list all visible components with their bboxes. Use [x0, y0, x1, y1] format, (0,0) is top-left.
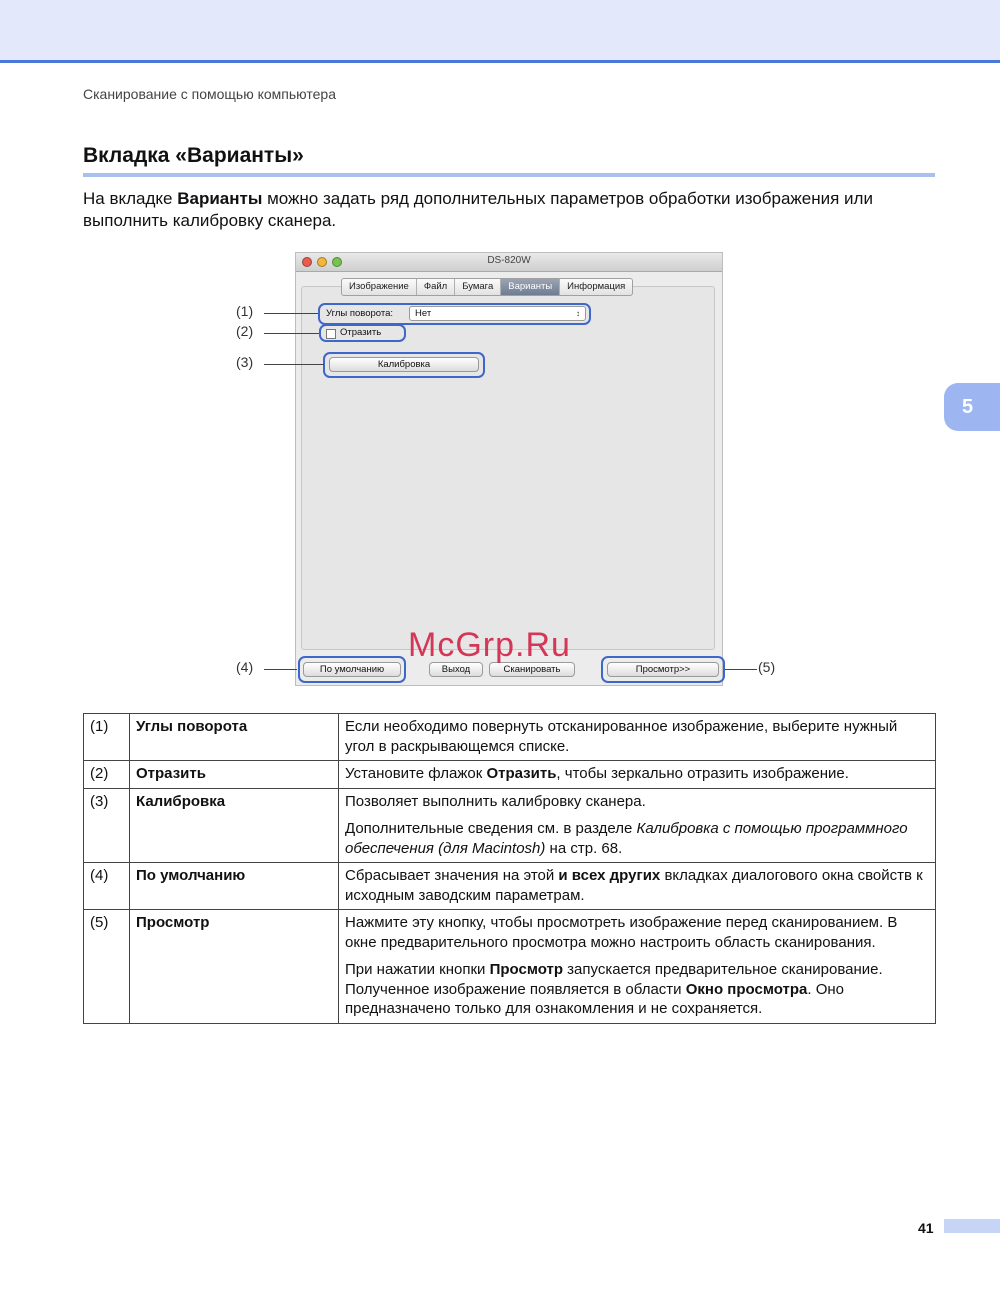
row-description	[339, 761, 936, 789]
description-paragraph	[345, 717, 929, 756]
rotation-label: Углы поворота:	[326, 308, 394, 319]
calibrate-button[interactable]: Калибровка	[329, 357, 479, 372]
text-run: . Оно предназначено только для ознакомления и не сохраняется.	[345, 980, 844, 1017]
callout-5: (5)	[758, 659, 776, 675]
tab-info[interactable]: Информация	[567, 281, 626, 292]
mirror-checkbox[interactable]	[326, 329, 336, 339]
row-description	[339, 788, 936, 863]
table-row	[84, 714, 936, 761]
section-title: Вкладка «Варианты»	[83, 144, 304, 167]
definitions-table	[83, 713, 936, 1024]
row-term: Отразить	[130, 761, 339, 789]
row-term: Калибровка	[130, 788, 339, 863]
text-run: Окно просмотра	[685, 980, 808, 998]
updown-arrows-icon: ↕	[576, 309, 580, 318]
row-description	[339, 714, 936, 761]
callout-3: (3)	[236, 354, 254, 370]
tab-file[interactable]: Файл	[417, 279, 455, 295]
text-run: При нажатии кнопки	[345, 961, 490, 978]
tab-image[interactable]: Изображение	[342, 279, 417, 295]
page-number: 41	[918, 1220, 934, 1236]
description-paragraph	[345, 960, 929, 1019]
window-title: DS-820W	[487, 255, 531, 266]
text-run: , чтобы зеркально отразить изображение.	[556, 765, 849, 782]
text-run: вкладках диалогового окна свойств к исходным заводским параметрам.	[345, 867, 923, 904]
row-number: (3)	[84, 788, 130, 863]
leader-2	[264, 333, 319, 334]
page-number-bar	[944, 1219, 1000, 1233]
table-row	[84, 910, 936, 1024]
text-run: Позволяет выполнить калибровку сканера.	[345, 792, 646, 810]
description-paragraph	[345, 913, 929, 952]
intro-paragraph: На вкладке Варианты можно задать ряд дополнительных параметров обработки изображения или выполнить калибровку сканера.	[83, 189, 873, 230]
running-title: Сканирование с помощью компьютера	[83, 86, 336, 102]
text-run: Просмотр	[489, 961, 564, 978]
row-term: Просмотр	[130, 910, 339, 1024]
default-button[interactable]: По умолчанию	[303, 662, 401, 677]
text-run: запускается предварительное сканирование. Полученное изображение появляется в области	[345, 961, 883, 998]
text-run: Сбрасывает значения на этой	[345, 867, 559, 884]
description-paragraph	[345, 764, 929, 784]
description-paragraph	[345, 792, 929, 812]
description-paragraph	[345, 866, 929, 905]
callout-1: (1)	[236, 303, 254, 319]
rotation-select[interactable]	[409, 306, 586, 321]
leader-5	[725, 669, 757, 670]
row-number: (4)	[84, 863, 130, 910]
text-run: Если необходимо повернуть отсканированное изображение, выберите нужный угол в раскрывающемся списке.	[345, 718, 898, 755]
text-run: на стр. 68.	[545, 839, 623, 857]
text-run: Нажмите эту кнопку, чтобы просмотреть изображение перед сканированием. В окне предварительного просмотра можно настроить область сканирования.	[345, 914, 898, 951]
dialog-window	[295, 252, 723, 686]
row-description	[339, 863, 936, 910]
text-run: и всех других	[558, 867, 661, 884]
mirror-label[interactable]: Отразить	[340, 327, 382, 338]
row-description	[339, 910, 936, 1024]
row-term: По умолчанию	[130, 863, 339, 910]
text-run: Дополнительные сведения см. в разделе	[345, 820, 637, 837]
header-band	[0, 0, 1000, 63]
row-number: (2)	[84, 761, 130, 789]
chapter-tab: 5	[944, 383, 1000, 431]
text-run: Отразить	[486, 765, 557, 782]
callout-2: (2)	[236, 323, 254, 339]
title-underline	[83, 173, 935, 177]
watermark: McGrp.Ru	[408, 626, 571, 664]
leader-3	[264, 364, 324, 365]
window-titlebar	[296, 253, 722, 272]
leader-4	[264, 669, 297, 670]
table-row	[84, 863, 936, 910]
callout-4: (4)	[236, 659, 254, 675]
row-number: (5)	[84, 910, 130, 1024]
exit-button[interactable]: Выход	[429, 662, 483, 677]
scan-button[interactable]: Сканировать	[489, 662, 575, 677]
text-run: Установите флажок	[345, 765, 487, 782]
row-number: (1)	[84, 714, 130, 761]
tab-options[interactable]: Варианты	[501, 279, 560, 295]
preview-button[interactable]: Просмотр>>	[607, 662, 719, 677]
table-row	[84, 788, 936, 863]
row-term: Углы поворота	[130, 714, 339, 761]
rotation-value: Нет	[415, 308, 432, 319]
text-run: Калибровка с помощью программного обеспечения (для Macintosh)	[345, 820, 908, 857]
tab-bar	[341, 278, 633, 296]
description-paragraph	[345, 819, 929, 858]
leader-1	[264, 313, 318, 314]
tab-paper[interactable]: Бумага	[455, 279, 501, 295]
table-row	[84, 761, 936, 789]
